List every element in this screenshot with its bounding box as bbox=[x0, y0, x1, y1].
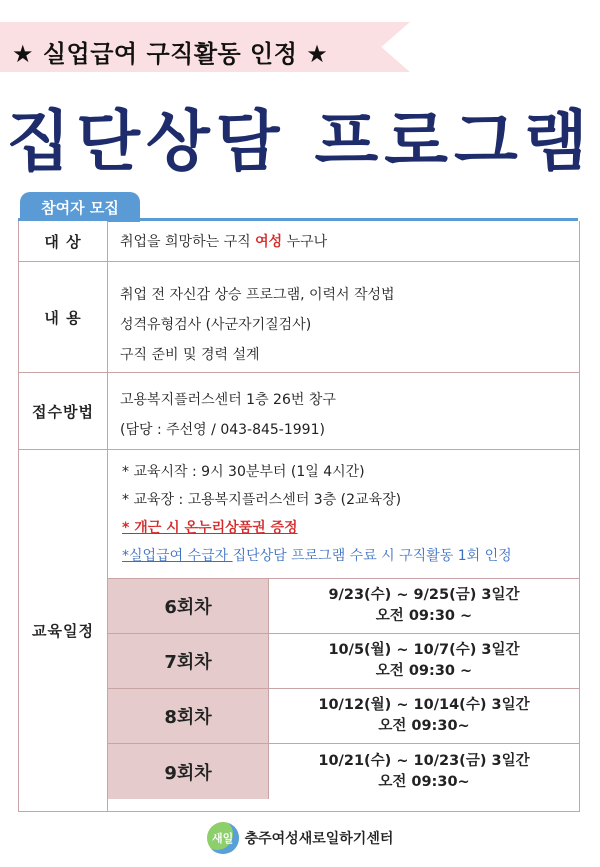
page-title: 집단상담 프로그램 bbox=[6, 103, 594, 180]
session-time: 오전 09:30~ bbox=[378, 718, 470, 734]
banner-text: ★ 실업급여 구직활동 인정 ★ bbox=[12, 40, 329, 68]
session-time: 오전 09:30 ~ bbox=[375, 608, 473, 624]
session-dates: 9/23(수) ~ 9/25(금) 3일간 bbox=[328, 587, 520, 603]
apply-line: 고용복지플러스센터 1층 26번 창구 bbox=[120, 392, 336, 408]
apply-row bbox=[19, 373, 579, 450]
session-detail bbox=[269, 744, 579, 799]
session-row bbox=[108, 689, 579, 744]
info-table bbox=[18, 221, 580, 812]
session-detail bbox=[269, 579, 579, 633]
organization-name: 충주여성새로일하기센터 bbox=[244, 831, 394, 847]
apply-details bbox=[108, 373, 579, 449]
schedule-content bbox=[108, 450, 579, 811]
footer bbox=[0, 822, 600, 854]
session-dates: 10/21(수) ~ 10/23(금) 3일간 bbox=[318, 752, 530, 769]
schedule-info bbox=[108, 450, 579, 570]
center-logo-icon: 새일 bbox=[207, 822, 239, 854]
session-table bbox=[108, 578, 579, 799]
target-text-before: 취업을 희망하는 구직 bbox=[120, 234, 256, 250]
content-row bbox=[19, 262, 579, 373]
session-row bbox=[108, 579, 579, 634]
session-detail bbox=[269, 689, 579, 743]
apply-label: 접수방법 bbox=[19, 373, 108, 449]
schedule-info-line: * 교육시작 : 9시 30분부터 (1일 4시간) bbox=[122, 464, 365, 480]
content-details bbox=[108, 262, 579, 372]
session-name: 7회차 bbox=[108, 634, 269, 688]
benefit-note-rest: 집단상담 프로그램 수료 시 구직활동 1회 인정 bbox=[232, 548, 512, 564]
session-dates: 10/12(월) ~ 10/14(수) 3일간 bbox=[318, 697, 530, 713]
unemployment-benefit-note bbox=[122, 542, 579, 570]
session-dates: 10/5(월) ~ 10/7(수) 3일간 bbox=[328, 642, 520, 658]
session-time: 오전 09:30 ~ bbox=[375, 663, 473, 679]
content-line: 성격유형검사 (사군자기질검사) bbox=[120, 317, 312, 333]
session-time: 오전 09:30~ bbox=[378, 773, 470, 790]
target-label: 대 상 bbox=[19, 221, 108, 261]
session-row bbox=[108, 634, 579, 689]
session-name: 9회차 bbox=[108, 744, 269, 799]
recruit-tab: 참여자 모집 bbox=[20, 192, 140, 222]
session-detail bbox=[269, 634, 579, 688]
target-content bbox=[108, 221, 579, 261]
attendance-reward-note: * 개근 시 온누리상품권 증정 bbox=[122, 520, 298, 536]
session-name: 6회차 bbox=[108, 579, 269, 633]
session-name: 8회차 bbox=[108, 689, 269, 743]
schedule-label: 교육일정 bbox=[19, 450, 108, 811]
content-label: 내 용 bbox=[19, 262, 108, 372]
target-highlight: 여성 bbox=[255, 234, 283, 250]
target-text-after: 누구나 bbox=[282, 234, 328, 250]
session-row bbox=[108, 744, 579, 799]
apply-line: (담당 : 주선영 / 043-845-1991) bbox=[120, 422, 325, 438]
schedule-row bbox=[19, 450, 579, 811]
content-line: 취업 전 자신감 상승 프로그램, 이력서 작성법 bbox=[120, 287, 395, 303]
benefit-note-underlined: *실업급여 수급자 bbox=[122, 548, 233, 564]
content-line: 구직 준비 및 경력 설계 bbox=[120, 347, 260, 363]
target-row bbox=[19, 221, 579, 262]
schedule-info-line: * 교육장 : 고용복지플러스센터 3층 (2교육장) bbox=[122, 492, 402, 508]
